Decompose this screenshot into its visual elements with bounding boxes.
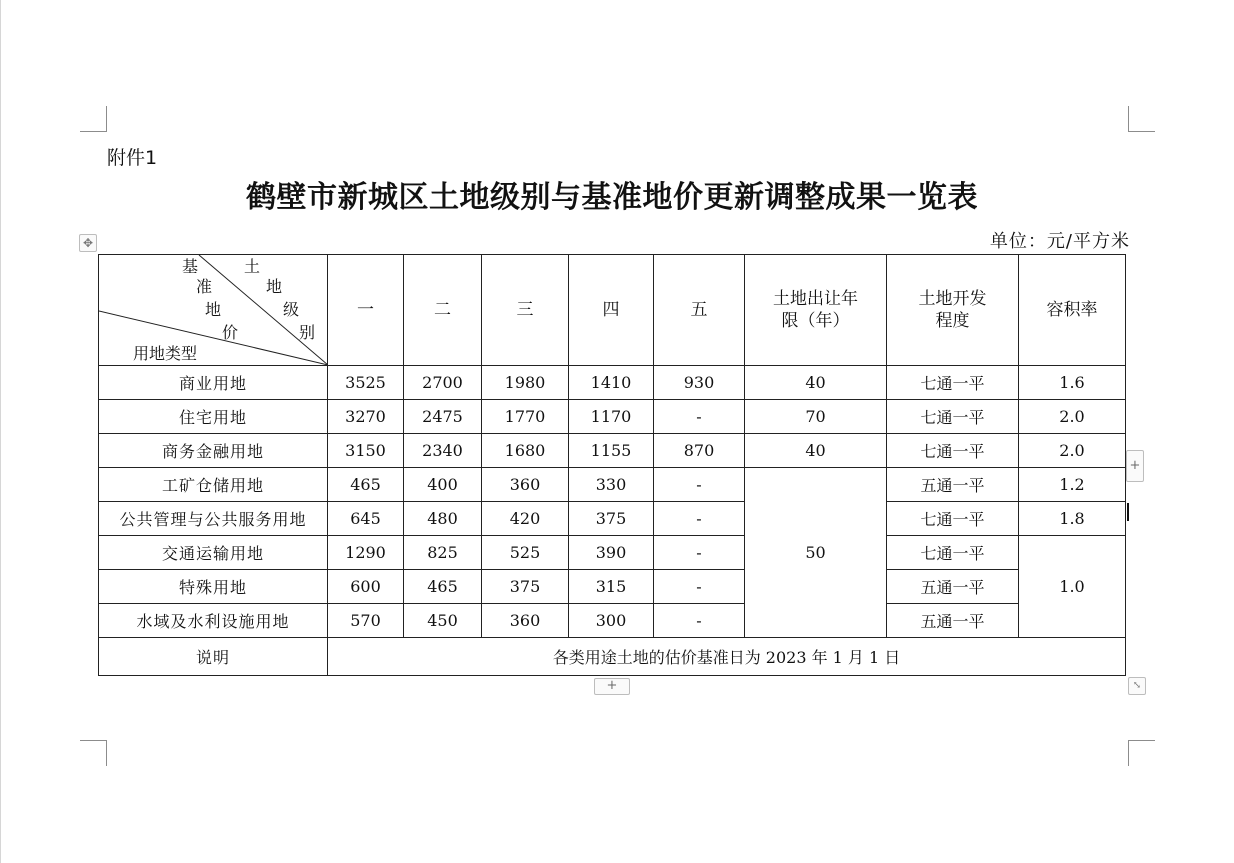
value-cell: 600: [328, 570, 404, 604]
far-cell: 2.0: [1019, 434, 1126, 468]
value-cell: 1680: [482, 434, 569, 468]
header-development-text: 土地开发程度: [918, 289, 987, 331]
table-row: [99, 366, 1126, 400]
table-row: [99, 536, 1126, 570]
development-cell: 五通一平: [887, 468, 1019, 502]
value-cell: 1980: [482, 366, 569, 400]
far-cell: 2.0: [1019, 400, 1126, 434]
value-cell: -: [654, 400, 745, 434]
value-cell: 930: [654, 366, 745, 400]
value-cell: 1410: [569, 366, 654, 400]
corner-char: 土: [244, 257, 261, 276]
development-cell: 七通一平: [887, 434, 1019, 468]
term-cell: 70: [745, 400, 887, 434]
table-row: [99, 400, 1126, 434]
land-type-cell: 商务金融用地: [99, 434, 328, 468]
value-cell: 2700: [404, 366, 482, 400]
corner-header-cell: [99, 255, 328, 366]
value-cell: 465: [404, 570, 482, 604]
unit-label: 单位：元/平方米: [989, 231, 1130, 252]
note-label-cell: 说明: [99, 638, 328, 676]
development-cell: 五通一平: [887, 604, 1019, 638]
value-cell: 3270: [328, 400, 404, 434]
value-cell: 465: [328, 468, 404, 502]
header-term: [745, 255, 887, 366]
value-cell: 1290: [328, 536, 404, 570]
value-cell: -: [654, 468, 745, 502]
corner-char: 级: [283, 300, 300, 319]
table-row: [99, 604, 1126, 638]
land-type-cell: 公共管理与公共服务用地: [99, 502, 328, 536]
value-cell: 825: [404, 536, 482, 570]
text-cursor: [1127, 503, 1129, 521]
value-cell: 1770: [482, 400, 569, 434]
value-cell: 2475: [404, 400, 482, 434]
table-row: [99, 570, 1126, 604]
value-cell: -: [654, 570, 745, 604]
header-far: 容积率: [1019, 255, 1126, 366]
value-cell: 1170: [569, 400, 654, 434]
value-cell: 360: [482, 468, 569, 502]
note-row: [99, 638, 1126, 676]
value-cell: 3525: [328, 366, 404, 400]
value-cell: 525: [482, 536, 569, 570]
merged-term-cell: 50: [745, 468, 887, 638]
value-cell: 1155: [569, 434, 654, 468]
header-term-text: 土地出让年限（年）: [773, 289, 858, 331]
land-type-cell: 工矿仓储用地: [99, 468, 328, 502]
land-type-cell: 特殊用地: [99, 570, 328, 604]
value-cell: 3150: [328, 434, 404, 468]
land-type-cell: 商业用地: [99, 366, 328, 400]
header-grade-2: 二: [404, 255, 482, 366]
corner-char: 价: [222, 323, 239, 342]
value-cell: 315: [569, 570, 654, 604]
add-column-plus-icon[interactable]: +: [1126, 450, 1144, 482]
note-text-cell: 各类用途土地的估价基准日为 2023 年 1 月 1 日: [328, 638, 1126, 676]
value-cell: 400: [404, 468, 482, 502]
value-cell: 870: [654, 434, 745, 468]
page-edge: [0, 0, 1, 863]
header-grade-3: 三: [482, 255, 569, 366]
term-cell: 40: [745, 434, 887, 468]
move-icon[interactable]: ✥: [79, 234, 97, 252]
value-cell: 2340: [404, 434, 482, 468]
land-type-cell: 水域及水利设施用地: [99, 604, 328, 638]
value-cell: 645: [328, 502, 404, 536]
header-grade-1: 一: [328, 255, 404, 366]
table-row: [99, 502, 1126, 536]
value-cell: 375: [569, 502, 654, 536]
value-cell: 420: [482, 502, 569, 536]
attachment-label: 附件1: [107, 147, 158, 169]
value-cell: 480: [404, 502, 482, 536]
value-cell: 300: [569, 604, 654, 638]
value-cell: 570: [328, 604, 404, 638]
corner-row-label: 用地类型: [133, 344, 198, 363]
header-grade-5: 五: [654, 255, 745, 366]
development-cell: 七通一平: [887, 400, 1019, 434]
land-type-cell: 住宅用地: [99, 400, 328, 434]
development-cell: 七通一平: [887, 536, 1019, 570]
merged-far-cell: 1.0: [1019, 536, 1126, 638]
land-price-table: [98, 254, 1126, 676]
resize-icon[interactable]: ⤡: [1128, 677, 1146, 695]
far-cell: 1.8: [1019, 502, 1126, 536]
value-cell: -: [654, 536, 745, 570]
header-development: [887, 255, 1019, 366]
table-row: [99, 468, 1126, 502]
value-cell: 450: [404, 604, 482, 638]
value-cell: -: [654, 604, 745, 638]
far-cell: 1.6: [1019, 366, 1126, 400]
value-cell: 390: [569, 536, 654, 570]
value-cell: 360: [482, 604, 569, 638]
value-cell: 375: [482, 570, 569, 604]
corner-char: 别: [299, 323, 316, 342]
corner-char: 准: [196, 277, 213, 296]
development-cell: 七通一平: [887, 366, 1019, 400]
page-title: 鹤壁市新城区土地级别与基准地价更新调整成果一览表: [246, 180, 978, 215]
value-cell: -: [654, 502, 745, 536]
corner-char: 地: [205, 300, 222, 319]
corner-char: 基: [182, 257, 199, 276]
add-row-plus-icon[interactable]: +: [594, 678, 630, 695]
far-cell: 1.2: [1019, 468, 1126, 502]
corner-char: 地: [266, 277, 283, 296]
table-row: [99, 434, 1126, 468]
value-cell: 330: [569, 468, 654, 502]
development-cell: 五通一平: [887, 570, 1019, 604]
development-cell: 七通一平: [887, 502, 1019, 536]
header-grade-4: 四: [569, 255, 654, 366]
land-type-cell: 交通运输用地: [99, 536, 328, 570]
term-cell: 40: [745, 366, 887, 400]
